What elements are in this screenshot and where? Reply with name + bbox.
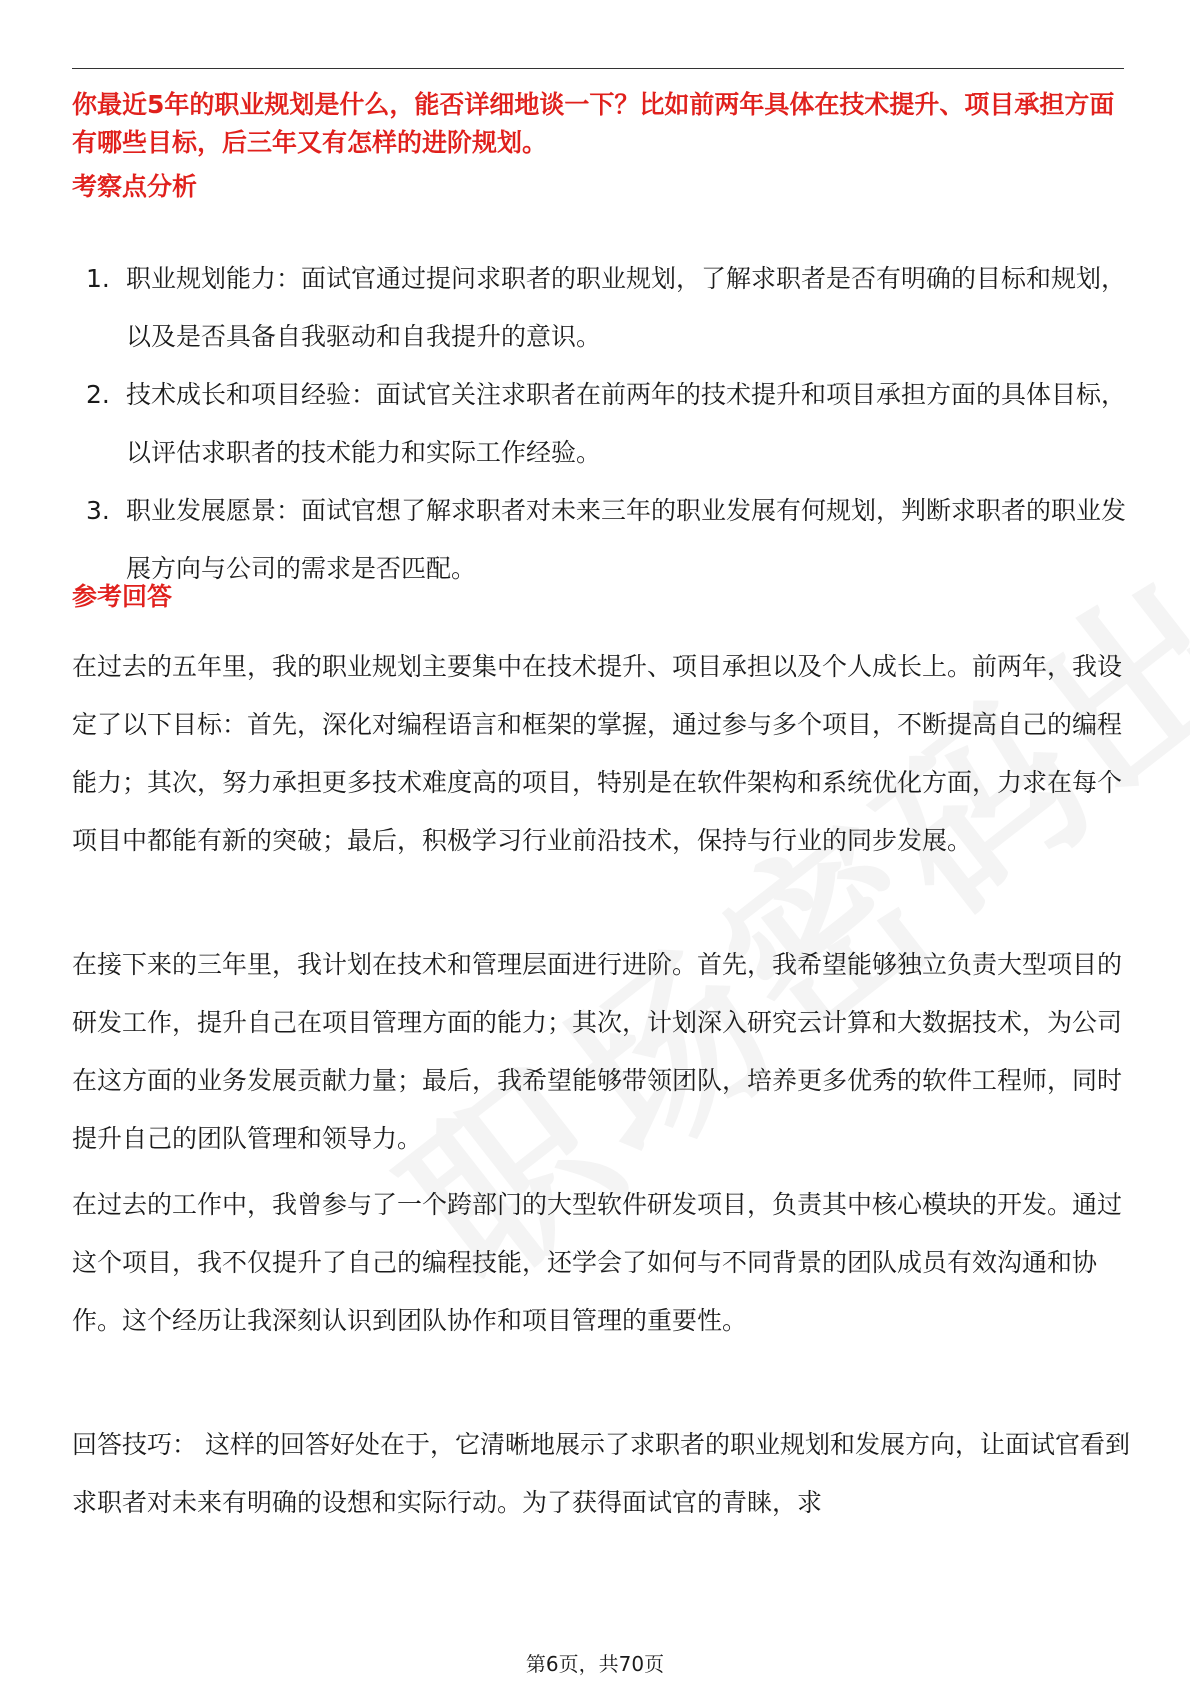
page-footer: 第6页，共70页 bbox=[525, 1652, 665, 1676]
analysis-text: 技术成长和项目经验：面试官关注求职者在前两年的技术提升和项目承担方面的具体目标，以评估求职者的技术能力和实际工作经验。 bbox=[126, 380, 1127, 467]
top-divider bbox=[72, 68, 1124, 69]
answer-heading: 参考回答 bbox=[72, 582, 173, 611]
analysis-text: 职业发展愿景：面试官想了解求职者对未来三年的职业发展有何规划，判断求职者的职业发展方向与公司的需求是否匹配。 bbox=[126, 496, 1127, 583]
question-title: 你最近5年的职业规划是什么，能否详细地谈一下？比如前两年具体在技术提升、项目承担方面有哪些目标，后三年又有怎样的进阶规划。 bbox=[72, 90, 1115, 157]
analysis-text: 职业规划能力：面试官通过提问求职者的职业规划，了解求职者是否有明确的目标和规划，以及是否具备自我驱动和自我提升的意识。 bbox=[126, 264, 1127, 351]
list-number: 2. bbox=[86, 380, 110, 409]
analysis-item bbox=[72, 250, 1132, 366]
analysis-list bbox=[72, 250, 1132, 598]
answer-paragraph: 在接下来的三年里，我计划在技术和管理层面进行进阶。首先，我希望能够独立负责大型项目的研发工作，提升自己在项目管理方面的能力；其次，计划深入研究云计算和大数据技术，为公司在这方面的业务发展贡献力量；最后，我希望能够带领团队，培养更多优秀的软件工程师，同时提升自己的团队管理和领导力。 bbox=[72, 950, 1123, 1153]
answer-paragraph: 在过去的工作中，我曾参与了一个跨部门的大型软件研发项目，负责其中核心模块的开发。通过这个项目，我不仅提升了自己的编程技能，还学会了如何与不同背景的团队成员有效沟通和协作。这个经历让我深刻认识到团队协作和项目管理的重要性。 bbox=[72, 1190, 1123, 1335]
analysis-heading: 考察点分析 bbox=[72, 172, 198, 201]
analysis-item bbox=[72, 366, 1132, 482]
answer-paragraph: 在过去的五年里，我的职业规划主要集中在技术提升、项目承担以及个人成长上。前两年，我设定了以下目标：首先，深化对编程语言和框架的掌握，通过参与多个项目，不断提高自己的编程能力；其次，努力承担更多技术难度高的项目，特别是在软件架构和系统优化方面，力求在每个项目中都能有新的突破；最后，积极学习行业前沿技术，保持与行业的同步发展。 bbox=[72, 652, 1123, 855]
answer-tips: 回答技巧： 这样的回答好处在于，它清晰地展示了求职者的职业规划和发展方向，让面试官看到求职者对未来有明确的设想和实际行动。为了获得面试官的青睐，求 bbox=[72, 1430, 1130, 1517]
list-number: 3. bbox=[86, 496, 110, 525]
list-number: 1. bbox=[86, 264, 110, 293]
analysis-item bbox=[72, 482, 1132, 598]
